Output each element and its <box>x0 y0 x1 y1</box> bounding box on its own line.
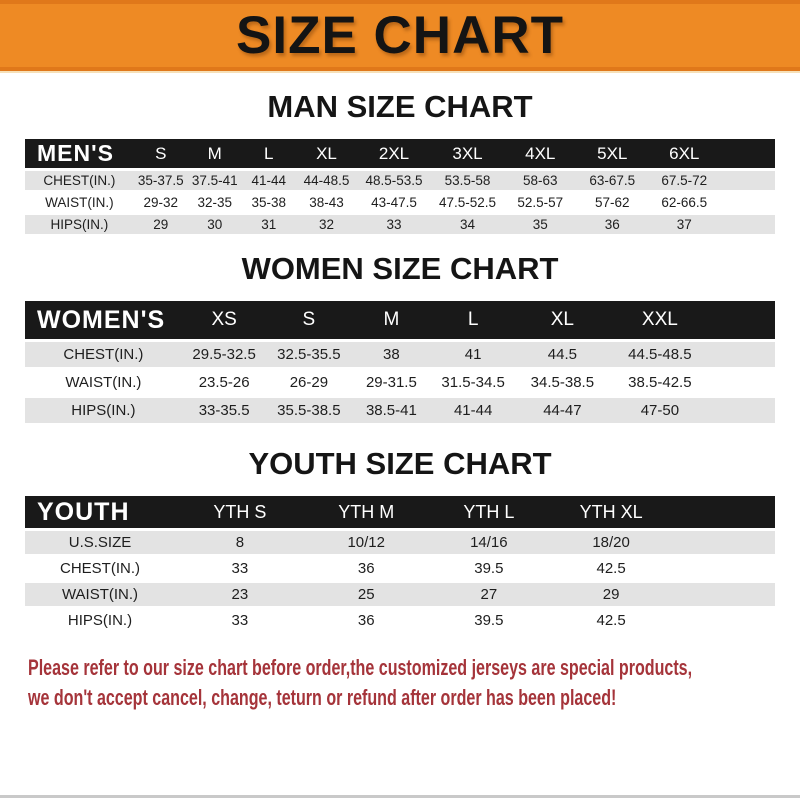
size-value: 33 <box>175 557 305 583</box>
row-label: CHEST(IN.) <box>25 557 175 583</box>
row-label: WAIST(IN.) <box>25 583 175 609</box>
size-value: 36 <box>305 557 428 583</box>
row-spacer <box>710 342 775 370</box>
size-value: 33 <box>357 215 431 237</box>
table-header-row <box>25 139 775 171</box>
size-value: 63-67.5 <box>576 171 648 193</box>
row-spacer <box>710 370 775 398</box>
size-value: 67.5-72 <box>648 171 720 193</box>
size-value: 18/20 <box>550 531 672 557</box>
table-corner-label: WOMEN'S <box>25 301 182 342</box>
row-spacer <box>672 583 775 609</box>
size-column-header: L <box>432 301 515 342</box>
table-corner-label: YOUTH <box>25 496 175 531</box>
table-header-row <box>25 496 775 531</box>
size-value: 25 <box>305 583 428 609</box>
size-value: 36 <box>305 609 428 635</box>
size-value: 32 <box>296 215 358 237</box>
size-value: 33 <box>175 609 305 635</box>
header-spacer <box>672 496 775 531</box>
size-column-header: M <box>188 139 242 171</box>
table-row <box>25 557 775 583</box>
size-column-header: 4XL <box>504 139 576 171</box>
table-header-row <box>25 301 775 342</box>
men-section-heading: MAN SIZE CHART <box>267 89 533 124</box>
row-spacer <box>672 557 775 583</box>
row-spacer <box>672 531 775 557</box>
size-value: 44.5-48.5 <box>610 342 710 370</box>
size-value: 31.5-34.5 <box>432 370 515 398</box>
men-size-section <box>0 89 800 237</box>
size-value: 8 <box>175 531 305 557</box>
size-value: 27 <box>428 583 550 609</box>
size-value: 31 <box>242 215 296 237</box>
row-label: HIPS(IN.) <box>25 609 175 635</box>
size-column-header: 5XL <box>576 139 648 171</box>
row-spacer <box>710 398 775 426</box>
table-row <box>25 609 775 635</box>
size-column-header: YTH S <box>175 496 305 531</box>
size-column-header: XL <box>515 301 610 342</box>
size-value: 42.5 <box>550 609 672 635</box>
row-label: WAIST(IN.) <box>25 193 134 215</box>
header-spacer <box>710 301 775 342</box>
size-value: 58-63 <box>504 171 576 193</box>
row-spacer <box>720 171 775 193</box>
footer-note-line2: we don't accept cancel, change, teturn or refund after order has been placed! <box>28 685 617 710</box>
table-row <box>25 215 775 237</box>
size-value: 33-35.5 <box>182 398 267 426</box>
table-row <box>25 398 775 426</box>
row-label: U.S.SIZE <box>25 531 175 557</box>
bottom-divider <box>0 795 800 798</box>
row-label: CHEST(IN.) <box>25 342 182 370</box>
size-value: 32-35 <box>188 193 242 215</box>
size-value: 29-31.5 <box>351 370 431 398</box>
size-value: 36 <box>576 215 648 237</box>
row-label: HIPS(IN.) <box>25 398 182 426</box>
footer-note-line1: Please refer to our size chart before order,the customized jerseys are special products, <box>28 655 693 680</box>
banner-bottom-edge <box>0 71 800 73</box>
size-value: 39.5 <box>428 557 550 583</box>
table-row <box>25 531 775 557</box>
women-size-table <box>25 301 775 426</box>
size-column-header: YTH M <box>305 496 428 531</box>
table-row <box>25 193 775 215</box>
size-column-header: 3XL <box>431 139 505 171</box>
table-row <box>25 583 775 609</box>
size-value: 37.5-41 <box>188 171 242 193</box>
size-value: 23.5-26 <box>182 370 267 398</box>
size-column-header: YTH XL <box>550 496 672 531</box>
banner-title: SIZE CHART <box>236 6 564 65</box>
women-section-heading: WOMEN SIZE CHART <box>241 251 559 286</box>
youth-size-table <box>25 496 775 635</box>
size-value: 35.5-38.5 <box>267 398 352 426</box>
size-value: 41 <box>432 342 515 370</box>
table-corner-label: MEN'S <box>25 139 134 171</box>
size-value: 43-47.5 <box>357 193 431 215</box>
size-value: 30 <box>188 215 242 237</box>
size-value: 29-32 <box>134 193 188 215</box>
size-column-header: XS <box>182 301 267 342</box>
size-value: 41-44 <box>432 398 515 426</box>
size-value: 34 <box>431 215 505 237</box>
size-column-header: 6XL <box>648 139 720 171</box>
table-row <box>25 171 775 193</box>
women-size-section <box>0 251 800 426</box>
size-value: 41-44 <box>242 171 296 193</box>
size-value: 37 <box>648 215 720 237</box>
size-value: 53.5-58 <box>431 171 505 193</box>
row-label: CHEST(IN.) <box>25 171 134 193</box>
table-row <box>25 370 775 398</box>
size-value: 47-50 <box>610 398 710 426</box>
size-value: 42.5 <box>550 557 672 583</box>
size-value: 35 <box>504 215 576 237</box>
size-column-header: S <box>267 301 352 342</box>
size-value: 10/12 <box>305 531 428 557</box>
size-column-header: M <box>351 301 431 342</box>
banner <box>0 0 800 71</box>
size-value: 38.5-42.5 <box>610 370 710 398</box>
size-value: 29 <box>550 583 672 609</box>
size-column-header: XXL <box>610 301 710 342</box>
row-spacer <box>672 609 775 635</box>
table-row <box>25 342 775 370</box>
size-value: 39.5 <box>428 609 550 635</box>
row-spacer <box>720 193 775 215</box>
youth-size-section <box>0 446 800 635</box>
size-value: 38-43 <box>296 193 358 215</box>
size-column-header: YTH L <box>428 496 550 531</box>
size-value: 35-38 <box>242 193 296 215</box>
size-value: 57-62 <box>576 193 648 215</box>
size-value: 32.5-35.5 <box>267 342 352 370</box>
size-value: 34.5-38.5 <box>515 370 610 398</box>
size-value: 26-29 <box>267 370 352 398</box>
youth-section-heading: YOUTH SIZE CHART <box>248 446 552 481</box>
size-value: 14/16 <box>428 531 550 557</box>
size-column-header: L <box>242 139 296 171</box>
size-value: 44-48.5 <box>296 171 358 193</box>
size-value: 29 <box>134 215 188 237</box>
size-value: 44.5 <box>515 342 610 370</box>
footer-note <box>0 653 800 713</box>
size-value: 29.5-32.5 <box>182 342 267 370</box>
header-spacer <box>720 139 775 171</box>
size-value: 38 <box>351 342 431 370</box>
size-value: 48.5-53.5 <box>357 171 431 193</box>
size-value: 47.5-52.5 <box>431 193 505 215</box>
size-column-header: XL <box>296 139 358 171</box>
size-value: 38.5-41 <box>351 398 431 426</box>
men-size-table <box>25 139 775 237</box>
size-column-header: 2XL <box>357 139 431 171</box>
row-spacer <box>720 215 775 237</box>
size-value: 62-66.5 <box>648 193 720 215</box>
size-value: 52.5-57 <box>504 193 576 215</box>
size-value: 35-37.5 <box>134 171 188 193</box>
size-column-header: S <box>134 139 188 171</box>
size-value: 44-47 <box>515 398 610 426</box>
size-value: 23 <box>175 583 305 609</box>
row-label: HIPS(IN.) <box>25 215 134 237</box>
row-label: WAIST(IN.) <box>25 370 182 398</box>
